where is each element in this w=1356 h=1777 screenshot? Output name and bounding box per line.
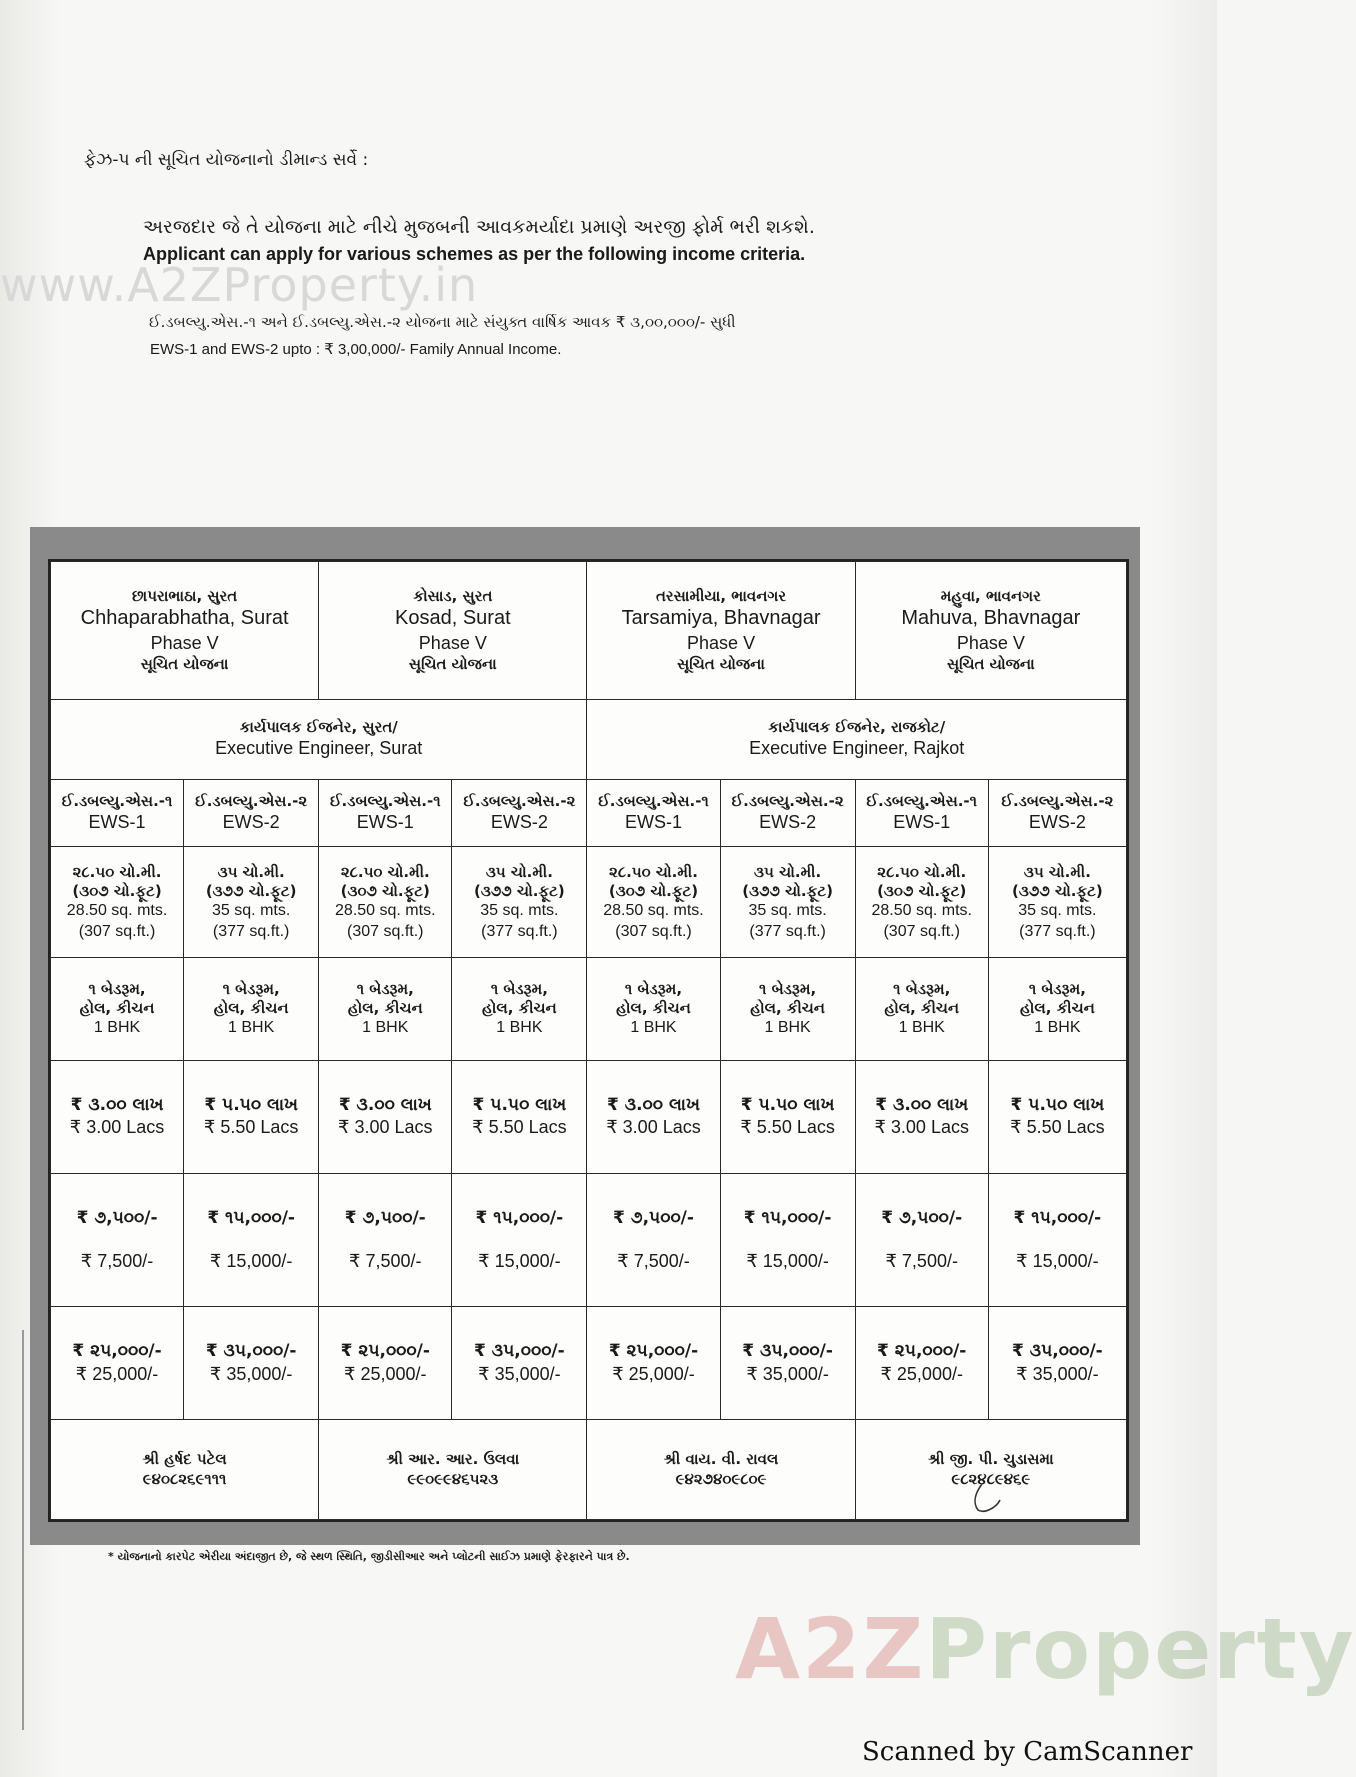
type-gujarati: ઈ.ડબલ્યુ.એસ.-૨	[195, 791, 308, 810]
area-gujarati-sqft: (૩૦૭ ચો.ફૂટ)	[877, 881, 967, 900]
area-english-sqft: (307 sq.ft.)	[615, 922, 692, 940]
bhk-cell	[855, 958, 988, 1061]
watermark-bottom	[735, 1600, 1356, 1698]
income-limit-gujarati: ઈ.ડબલ્યુ.એસ.-૧ અને ઈ.ડબલ્યુ.એસ.-૨ યોજના માટે સંયુક્ત વાર્ષિક આવક ₹ ૩,૦૦,૦૦૦/- સુધી	[149, 313, 736, 331]
income-limit-english: EWS-1 and EWS-2 upto : ₹ 3,00,000/- Family Annual Income.	[150, 341, 562, 358]
area-gujarati: ૩૫ ચો.મી.	[217, 862, 285, 881]
type-gujarati: ઈ.ડબલ્યુ.એસ.-૧	[598, 791, 709, 810]
area-gujarati: ૩૫ ચો.મી.	[485, 862, 553, 881]
deposit-english: ₹ 35,000/-	[209, 1363, 293, 1384]
location-english: Kosad, Surat	[395, 606, 511, 629]
deposit-cell	[988, 1307, 1126, 1420]
type-english: EWS-1	[893, 812, 951, 833]
area-cell	[51, 847, 184, 958]
deposit-english: ₹ 25,000/-	[344, 1363, 427, 1384]
bhk-gujarati-rooms: હોલ, કીચન	[79, 998, 155, 1017]
price-cell	[184, 1060, 319, 1173]
area-english: 35 sq. mts.	[748, 902, 827, 920]
price-gujarati: ₹ ૩.૦૦ લાખ	[875, 1094, 969, 1115]
deposit-cell	[587, 1307, 720, 1420]
bhk-english: 1 BHK	[228, 1019, 275, 1037]
area-gujarati-sqft: (૩૭૭ ચો.ફૂટ)	[474, 881, 565, 900]
bhk-gujarati: ૧ બેડરૂમ,	[88, 979, 146, 998]
deposit-cell	[184, 1307, 319, 1420]
type-gujarati: ઈ.ડબલ્યુ.એસ.-૨	[1001, 791, 1114, 810]
engineer-row	[51, 699, 1127, 779]
deposit-gujarati: ₹ ૨૫,૦૦૦/-	[877, 1340, 967, 1361]
price-cell	[51, 1060, 184, 1173]
price-gujarati: ₹ ૫.૫૦ લાખ	[740, 1094, 835, 1115]
price-english: ₹ 3.00 Lacs	[874, 1117, 969, 1138]
deposit-gujarati: ₹ ૨૫,૦૦૦/-	[340, 1340, 430, 1361]
deposit-gujarati: ₹ ૩૫,૦૦૦/-	[205, 1340, 297, 1361]
type-english: EWS-2	[222, 812, 280, 833]
fee-english: ₹ 7,500/-	[885, 1250, 958, 1271]
scan-margin-line	[22, 1330, 24, 1730]
location-gujarati: તરસામીયા, ભાવનગર	[655, 586, 787, 605]
fee-gujarati: ₹ ૧૫,૦૦૦/-	[743, 1207, 832, 1228]
status-label: સૂચિત યોજના	[946, 654, 1035, 673]
area-english-sqft: (307 sq.ft.)	[883, 922, 960, 940]
price-english: ₹ 3.00 Lacs	[69, 1117, 165, 1138]
area-gujarati: ૨૮.૫૦ ચો.મી.	[340, 862, 430, 881]
type-cell	[51, 779, 184, 847]
fee-gujarati: ₹ ૭,૫૦૦/-	[344, 1207, 426, 1228]
price-english: ₹ 3.00 Lacs	[606, 1117, 701, 1138]
price-english: ₹ 5.50 Lacs	[1010, 1117, 1105, 1138]
phase-label: Phase V	[956, 632, 1025, 653]
area-english: 28.50 sq. mts.	[66, 902, 168, 920]
type-gujarati: ઈ.ડબલ્યુ.એસ.-૧	[329, 791, 441, 810]
bhk-gujarati-rooms: હોલ, કીચન	[1020, 998, 1095, 1017]
bhk-english: 1 BHK	[898, 1019, 945, 1037]
contact-phone: ૯૪૨૭૪૦૯૮૦૯	[675, 1469, 767, 1488]
fee-cell	[587, 1173, 720, 1306]
fee-english: ₹ 15,000/-	[1016, 1250, 1099, 1271]
area-gujarati-sqft: (૩૭૭ ચો.ફૂટ)	[1012, 881, 1103, 900]
bhk-cell	[720, 958, 855, 1061]
bhk-gujarati: ૧ બેડરૂમ,	[222, 979, 280, 998]
deposit-row	[51, 1307, 1127, 1420]
location-gujarati: કોસાડ, સુરત	[413, 586, 493, 605]
type-english: EWS-1	[88, 812, 146, 833]
price-gujarati: ₹ ૩.૦૦ લાખ	[70, 1094, 164, 1115]
type-gujarati: ઈ.ડબલ્યુ.એસ.-૧	[61, 791, 173, 810]
engineer-gujarati: કાર્યપાલક ઈજનેર, સુરત/	[239, 718, 398, 736]
contact-name: શ્રી જી. પી. ચુડાસમા	[927, 1450, 1054, 1469]
deposit-cell	[452, 1307, 587, 1420]
area-cell	[720, 847, 855, 958]
deposit-cell	[720, 1307, 855, 1420]
contact-cell	[51, 1420, 319, 1520]
status-label: સૂચિત યોજના	[677, 654, 765, 673]
type-cell	[720, 779, 855, 847]
deposit-gujarati: ₹ ૩૫,૦૦૦/-	[1012, 1340, 1103, 1361]
bhk-gujarati-rooms: હોલ, કીચન	[750, 998, 825, 1017]
price-english: ₹ 3.00 Lacs	[338, 1117, 433, 1138]
fee-english: ₹ 15,000/-	[209, 1250, 293, 1271]
type-row	[51, 779, 1127, 847]
bhk-cell	[452, 958, 587, 1061]
area-english-sqft: (307 sq.ft.)	[347, 922, 424, 940]
scheme-table	[48, 559, 1129, 1522]
watermark-top: www.A2ZProperty.in	[0, 258, 479, 312]
deposit-english: ₹ 35,000/-	[478, 1363, 561, 1384]
deposit-gujarati: ₹ ૩૫,૦૦૦/-	[474, 1340, 565, 1361]
fee-cell	[51, 1173, 184, 1306]
type-cell	[855, 779, 988, 847]
area-english-sqft: (377 sq.ft.)	[749, 922, 826, 940]
bhk-english: 1 BHK	[362, 1019, 409, 1037]
type-english: EWS-1	[624, 812, 682, 833]
area-gujarati: ૨૮.૫૦ ચો.મી.	[877, 862, 967, 881]
deposit-english: ₹ 35,000/-	[1016, 1363, 1099, 1384]
type-cell	[587, 779, 720, 847]
bhk-gujarati: ૧ બેડરૂમ,	[624, 979, 683, 998]
contact-phone: ૯૯૦૯૯૪૬૫૨૩	[407, 1469, 499, 1488]
phase-heading: ફેઝ-પ ની સૂચિત યોજનાનો ડીમાન્ડ સર્વે :	[84, 150, 369, 170]
price-english: ₹ 5.50 Lacs	[472, 1117, 567, 1138]
status-label: સૂચિત યોજના	[408, 654, 497, 673]
price-gujarati: ₹ ૫.૫૦ લાખ	[1010, 1094, 1105, 1115]
area-gujarati-sqft: (૩૭૭ ચો.ફૂટ)	[205, 881, 297, 900]
price-cell	[319, 1060, 452, 1173]
type-english: EWS-1	[356, 812, 414, 833]
location-english: Tarsamiya, Bhavnagar	[621, 606, 821, 629]
location-row	[51, 562, 1127, 700]
area-cell	[452, 847, 587, 958]
bhk-cell	[184, 958, 319, 1061]
bhk-cell	[988, 958, 1126, 1061]
scheme-grid	[50, 561, 1127, 1520]
area-gujarati-sqft: (૩૦૭ ચો.ફૂટ)	[72, 881, 162, 900]
handwritten-signature	[952, 1482, 1012, 1514]
fee-cell	[988, 1173, 1126, 1306]
watermark-a2z: A2Z	[735, 1600, 926, 1698]
area-gujarati: ૩૫ ચો.મી.	[1023, 862, 1091, 881]
price-cell	[587, 1060, 720, 1173]
price-gujarati: ₹ ૫.૫૦ લાખ	[204, 1094, 298, 1115]
contact-name: શ્રી આર. આર. ઉલવા	[386, 1450, 520, 1469]
footnote: * યોજનાનો કારપેટ એરીયા અંદાજીત છે, જે સ્થળ સ્થિતિ, જીડીસીઆર અને પ્લોટની સાઈઝ પ્રમાણે ફેરફારને પાત્ર છે.	[108, 1550, 630, 1563]
price-gujarati: ₹ ૩.૦૦ લાખ	[607, 1094, 700, 1115]
watermark-property: Property	[925, 1600, 1356, 1698]
contact-cell	[587, 1420, 855, 1520]
fee-gujarati: ₹ ૧૫,૦૦૦/-	[475, 1207, 564, 1228]
bhk-gujarati: ૧ બેડરૂમ,	[1028, 979, 1086, 998]
fee-cell	[319, 1173, 452, 1306]
bhk-gujarati: ૧ બેડરૂમ,	[893, 979, 951, 998]
bhk-english: 1 BHK	[93, 1019, 141, 1037]
area-cell	[855, 847, 988, 958]
location-english: Chhaparabhatha, Surat	[80, 606, 289, 629]
bhk-cell	[319, 958, 452, 1061]
engineer-cell	[587, 699, 1127, 779]
fee-gujarati: ₹ ૭,૫૦૦/-	[76, 1207, 158, 1228]
scanner-mark: Scanned by CamScanner	[862, 1737, 1193, 1767]
bhk-gujarati: ૧ બેડરૂમ,	[490, 979, 548, 998]
type-gujarati: ઈ.ડબલ્યુ.એસ.-૨	[463, 791, 576, 810]
area-english: 28.50 sq. mts.	[603, 902, 704, 920]
area-english-sqft: (307 sq.ft.)	[78, 922, 156, 940]
price-cell	[988, 1060, 1126, 1173]
price-cell	[452, 1060, 587, 1173]
fee-cell	[855, 1173, 988, 1306]
type-cell	[319, 779, 452, 847]
fee-english: ₹ 15,000/-	[746, 1250, 829, 1271]
deposit-gujarati: ₹ ૨૫,૦૦૦/-	[72, 1340, 162, 1361]
location-english: Mahuva, Bhavnagar	[901, 606, 1081, 629]
location-cell	[855, 562, 1126, 700]
type-gujarati: ઈ.ડબલ્યુ.એસ.-૧	[866, 791, 978, 810]
bhk-gujarati: ૧ બેડરૂમ,	[356, 979, 414, 998]
area-gujarati: ૨૮.૫૦ ચો.મી.	[609, 862, 698, 881]
area-english: 35 sq. mts.	[212, 902, 291, 920]
location-gujarati: મહુવા, ભાવનગર	[940, 586, 1041, 605]
location-cell	[587, 562, 855, 700]
type-cell	[184, 779, 319, 847]
area-cell	[587, 847, 720, 958]
area-gujarati-sqft: (૩૦૭ ચો.ફૂટ)	[608, 881, 699, 900]
deposit-english: ₹ 25,000/-	[75, 1363, 159, 1384]
area-gujarati: ૨૮.૫૦ ચો.મી.	[72, 862, 162, 881]
price-english: ₹ 5.50 Lacs	[740, 1117, 835, 1138]
area-english: 35 sq. mts.	[480, 902, 559, 920]
bhk-gujarati: ૧ બેડરૂમ,	[759, 979, 817, 998]
bhk-gujarati-rooms: હોલ, કીચન	[616, 998, 691, 1017]
contact-phone: ૯૪૦૮૨૬૯૧૧૧	[142, 1469, 227, 1488]
area-english-sqft: (377 sq.ft.)	[212, 922, 290, 940]
price-gujarati: ₹ ૩.૦૦ લાખ	[338, 1094, 432, 1115]
contact-name: શ્રી વાય. વી. રાવલ	[663, 1450, 779, 1469]
fee-gujarati: ₹ ૭,૫૦૦/-	[881, 1207, 963, 1228]
fee-gujarati: ₹ ૧૫,૦૦૦/-	[1013, 1207, 1102, 1228]
type-cell	[452, 779, 587, 847]
deposit-english: ₹ 35,000/-	[746, 1363, 829, 1384]
contact-name: શ્રી હર્ષદ પટેલ	[142, 1450, 227, 1469]
area-english: 28.50 sq. mts.	[871, 902, 972, 920]
contact-phone: ૯૮૨૪૮૯૪૬૯	[951, 1469, 1031, 1488]
price-cell	[720, 1060, 855, 1173]
bhk-row	[51, 958, 1127, 1061]
fee-english: ₹ 7,500/-	[80, 1250, 154, 1271]
deposit-cell	[855, 1307, 988, 1420]
area-english-sqft: (377 sq.ft.)	[1019, 922, 1096, 940]
deposit-cell	[51, 1307, 184, 1420]
fee-gujarati: ₹ ૧૫,૦૦૦/-	[207, 1207, 295, 1228]
criteria-english: Applicant can apply for various schemes as per the following income criteria.	[143, 244, 806, 264]
fee-gujarati: ₹ ૭,૫૦૦/-	[613, 1207, 694, 1228]
type-cell	[988, 779, 1126, 847]
deposit-gujarati: ₹ ૩૫,૦૦૦/-	[742, 1340, 833, 1361]
location-cell	[319, 562, 587, 700]
phase-label: Phase V	[418, 632, 487, 653]
bhk-cell	[51, 958, 184, 1061]
type-english: EWS-2	[759, 812, 817, 833]
type-english: EWS-2	[490, 812, 548, 833]
phase-label: Phase V	[150, 632, 219, 653]
fee-english: ₹ 7,500/-	[617, 1250, 690, 1271]
deposit-english: ₹ 25,000/-	[612, 1363, 695, 1384]
bhk-cell	[587, 958, 720, 1061]
location-cell	[51, 562, 319, 700]
bhk-english: 1 BHK	[496, 1019, 543, 1037]
price-cell	[855, 1060, 988, 1173]
bhk-gujarati-rooms: હોલ, કીચન	[347, 998, 423, 1017]
price-row	[51, 1060, 1127, 1173]
engineer-english: Executive Engineer, Rajkot	[749, 738, 965, 759]
fee-row	[51, 1173, 1127, 1306]
fee-english: ₹ 15,000/-	[478, 1250, 561, 1271]
fee-cell	[720, 1173, 855, 1306]
deposit-gujarati: ₹ ૨૫,૦૦૦/-	[608, 1340, 699, 1361]
engineer-english: Executive Engineer, Surat	[215, 738, 423, 759]
bhk-gujarati-rooms: હોલ, કીચન	[884, 998, 960, 1017]
location-gujarati: છાપરાભાઠા, સુરત	[131, 586, 238, 605]
price-english: ₹ 5.50 Lacs	[203, 1117, 299, 1138]
bhk-gujarati-rooms: હોલ, કીચન	[213, 998, 289, 1017]
bhk-english: 1 BHK	[1034, 1019, 1081, 1037]
type-english: EWS-2	[1028, 812, 1086, 833]
engineer-cell	[51, 699, 587, 779]
area-cell	[184, 847, 319, 958]
status-label: સૂચિત યોજના	[140, 654, 229, 673]
contact-cell	[319, 1420, 587, 1520]
area-english-sqft: (377 sq.ft.)	[481, 922, 558, 940]
fee-cell	[184, 1173, 319, 1306]
area-cell	[319, 847, 452, 958]
criteria-gujarati: અરજદાર જે તે યોજના માટે નીચે મુજબની આવકમર્યાદા પ્રમાણે અરજી ફોર્મ ભરી શકશે.	[143, 216, 815, 238]
type-gujarati: ઈ.ડબલ્યુ.એસ.-૨	[731, 791, 844, 810]
bhk-english: 1 BHK	[764, 1019, 811, 1037]
area-gujarati: ૩૫ ચો.મી.	[754, 862, 822, 881]
price-gujarati: ₹ ૫.૫૦ લાખ	[472, 1094, 567, 1115]
bhk-gujarati-rooms: હોલ, કીચન	[482, 998, 557, 1017]
deposit-english: ₹ 25,000/-	[880, 1363, 963, 1384]
area-english: 28.50 sq. mts.	[335, 902, 436, 920]
bhk-english: 1 BHK	[630, 1019, 677, 1037]
fee-english: ₹ 7,500/-	[349, 1250, 422, 1271]
area-gujarati-sqft: (૩૭૭ ચો.ફૂટ)	[742, 881, 833, 900]
area-english: 35 sq. mts.	[1018, 902, 1097, 920]
phase-label: Phase V	[687, 632, 756, 653]
deposit-cell	[319, 1307, 452, 1420]
engineer-gujarati: કાર્યપાલક ઈજનેર, રાજકોટ/	[768, 718, 946, 736]
area-cell	[988, 847, 1126, 958]
area-gujarati-sqft: (૩૦૭ ચો.ફૂટ)	[340, 881, 430, 900]
fee-cell	[452, 1173, 587, 1306]
area-row	[51, 847, 1127, 958]
